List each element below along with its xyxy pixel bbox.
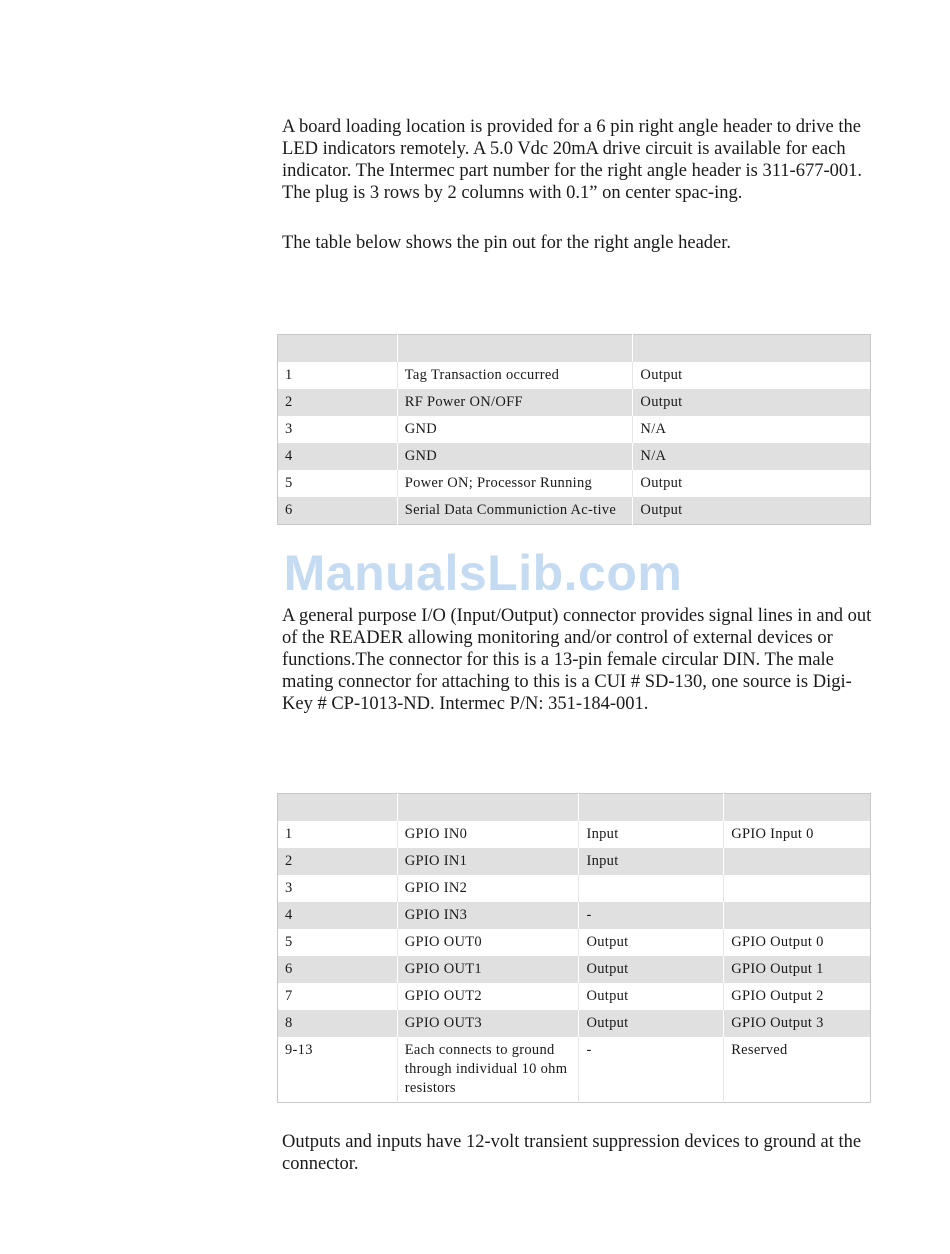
pin-number: 6 xyxy=(278,956,398,983)
signal-name: Each connects to ground through individual 10 ohm resistors xyxy=(397,1037,579,1103)
signal-name: GPIO IN0 xyxy=(397,821,579,848)
gpio-connector-pinout-table xyxy=(277,793,871,1103)
pin-number: 4 xyxy=(278,902,398,929)
table-row xyxy=(278,848,871,875)
signal-name: Power ON; Processor Running xyxy=(397,470,633,497)
signal-name: GND xyxy=(397,443,633,470)
signal-direction: Output xyxy=(633,470,871,497)
signal-function: GPIO Output 3 xyxy=(724,1010,871,1037)
table-row xyxy=(278,1037,871,1103)
pin-number: 7 xyxy=(278,983,398,1010)
signal-direction: - xyxy=(579,1037,724,1103)
signal-name: GND xyxy=(397,416,633,443)
signal-direction: Output xyxy=(579,929,724,956)
signal-direction: Output xyxy=(579,983,724,1010)
table-row xyxy=(278,875,871,902)
signal-direction: Output xyxy=(633,389,871,416)
gpio-intro-paragraph: A general purpose I/O (Input/Output) connector provides signal lines in and out of the READER allowing monitoring and/or control of external devices or functions.The connector for this is a 13-pin female circular DIN. The male mating connector for attaching to this is a CUI # SD-130, one source is Digi-Key # CP-1013-ND. Intermec P/N: 351-184-001. xyxy=(282,606,872,714)
signal-function: GPIO Output 2 xyxy=(724,983,871,1010)
table-header-row xyxy=(278,335,871,363)
signal-function: Reserved xyxy=(724,1037,871,1103)
table-header-row xyxy=(278,794,871,822)
intro-paragraph: A board loading location is provided for a 6 pin right angle header to drive the LED indicators remotely. A 5.0 Vdc 20mA drive circuit is available for each indicator. The Intermec part number for the right angle header is 311-677-001. The plug is 3 rows by 2 columns with 0.1” on center spac-ing. xyxy=(282,117,862,203)
signal-name: RF Power ON/OFF xyxy=(397,389,633,416)
table-row xyxy=(278,956,871,983)
table-intro-paragraph: The table below shows the pin out for the right angle header. xyxy=(282,233,732,253)
signal-direction xyxy=(579,875,724,902)
outro-paragraph: Outputs and inputs have 12-volt transient suppression devices to ground at the connector. xyxy=(282,1132,862,1174)
signal-direction: - xyxy=(579,902,724,929)
signal-direction: Output xyxy=(579,956,724,983)
table-row xyxy=(278,902,871,929)
signal-name: Tag Transaction occurred xyxy=(397,362,633,389)
signal-name: Serial Data Communiction Ac-tive xyxy=(397,497,633,525)
pin-number: 1 xyxy=(278,821,398,848)
signal-name: GPIO OUT0 xyxy=(397,929,579,956)
pin-number: 3 xyxy=(278,875,398,902)
signal-name: GPIO OUT2 xyxy=(397,983,579,1010)
signal-direction: Input xyxy=(579,821,724,848)
pin-number: 2 xyxy=(278,848,398,875)
signal-function: GPIO Output 1 xyxy=(724,956,871,983)
pin-number: 5 xyxy=(278,929,398,956)
signal-name: GPIO IN2 xyxy=(397,875,579,902)
pin-number: 5 xyxy=(278,470,398,497)
signal-direction: Output xyxy=(633,497,871,525)
signal-direction: N/A xyxy=(633,443,871,470)
pin-number: 1 xyxy=(278,362,398,389)
table-row xyxy=(278,470,871,497)
signal-direction: Input xyxy=(579,848,724,875)
signal-function xyxy=(724,902,871,929)
signal-direction: N/A xyxy=(633,416,871,443)
signal-function: GPIO Output 0 xyxy=(724,929,871,956)
pin-number: 2 xyxy=(278,389,398,416)
table-row xyxy=(278,929,871,956)
pin-number: 8 xyxy=(278,1010,398,1037)
table-row xyxy=(278,416,871,443)
signal-name: GPIO IN1 xyxy=(397,848,579,875)
pin-number: 4 xyxy=(278,443,398,470)
table-row xyxy=(278,362,871,389)
signal-name: GPIO OUT1 xyxy=(397,956,579,983)
watermark-logo: ManualsLib.com xyxy=(283,545,683,601)
signal-function xyxy=(724,848,871,875)
signal-name: GPIO IN3 xyxy=(397,902,579,929)
signal-direction: Output xyxy=(579,1010,724,1037)
led-header-pinout-table xyxy=(277,334,871,525)
table-row xyxy=(278,1010,871,1037)
signal-direction: Output xyxy=(633,362,871,389)
table-row xyxy=(278,497,871,525)
table-row xyxy=(278,443,871,470)
pin-number: 3 xyxy=(278,416,398,443)
signal-function: GPIO Input 0 xyxy=(724,821,871,848)
table-row xyxy=(278,983,871,1010)
table-row xyxy=(278,821,871,848)
pin-number: 9-13 xyxy=(278,1037,398,1103)
table-row xyxy=(278,389,871,416)
pin-number: 6 xyxy=(278,497,398,525)
signal-function xyxy=(724,875,871,902)
signal-name: GPIO OUT3 xyxy=(397,1010,579,1037)
